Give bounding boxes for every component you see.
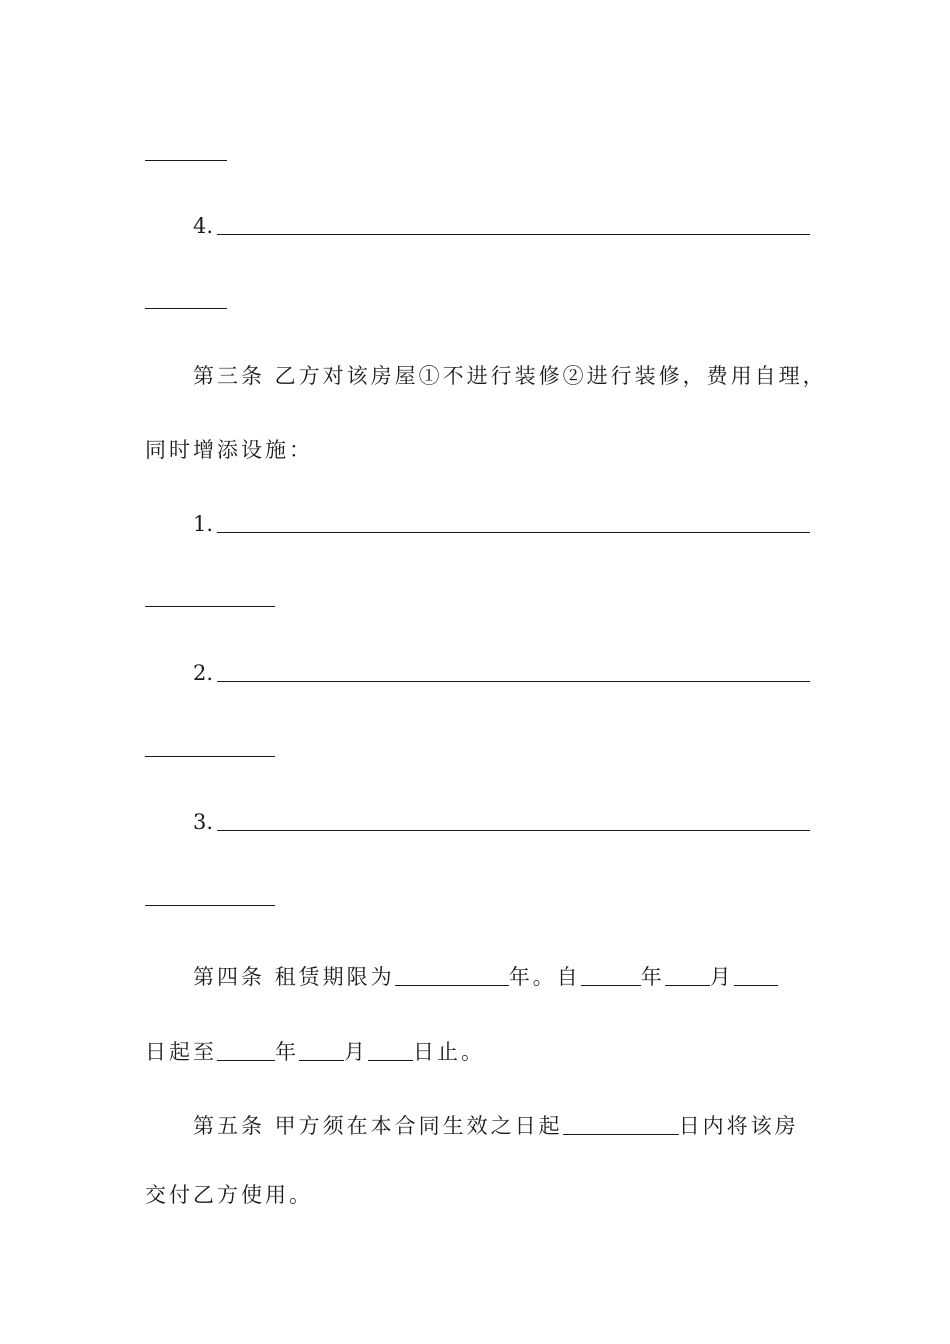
article-5-line-1 (193, 1105, 810, 1141)
fill-in-blank[interactable] (217, 210, 810, 235)
article-3-line-2: 同时增添设施： (145, 438, 313, 462)
item-number: 3. (193, 810, 214, 834)
item-number: 1. (193, 512, 214, 536)
fill-in-blank[interactable] (395, 956, 509, 986)
article-4-line-1 (193, 956, 810, 992)
item-number: 2. (193, 661, 214, 685)
article-4-text: 年 (640, 965, 665, 989)
fill-in-blank[interactable] (217, 1031, 275, 1061)
blank-rule (145, 756, 275, 757)
article-4-line-2 (145, 1031, 810, 1067)
article-4-text: 日起至 (145, 1040, 217, 1064)
fill-in-blank[interactable] (734, 956, 778, 986)
fill-in-blank[interactable] (563, 1105, 679, 1135)
article-4-text: 年。自 (508, 965, 581, 989)
list-item (193, 210, 810, 241)
list-item (193, 657, 810, 688)
article-4-text: 月 (709, 965, 734, 989)
article-4-text: 年 (275, 1040, 299, 1064)
fill-in-blank[interactable] (581, 956, 641, 986)
fill-in-blank[interactable] (217, 657, 810, 682)
fill-in-blank[interactable] (299, 1031, 344, 1061)
article-4-text: 月 (344, 1040, 368, 1064)
article-5-line-2: 交付乙方使用。 (145, 1183, 313, 1207)
fill-in-blank[interactable] (217, 508, 810, 533)
list-item (193, 508, 810, 539)
fill-in-blank[interactable] (665, 956, 710, 986)
blank-rule (145, 905, 275, 906)
blank-rule (145, 308, 227, 309)
article-3-line-1: 第三条 乙方对该房屋①不进行装修②进行装修，费用自理， (193, 364, 827, 388)
blank-rule (145, 606, 275, 607)
fill-in-blank[interactable] (368, 1031, 413, 1061)
item-number: 4. (193, 214, 214, 238)
blank-rule (145, 160, 227, 161)
fill-in-blank[interactable] (217, 806, 810, 831)
article-4-text: 日止。 (413, 1040, 485, 1064)
article-5-prefix: 第五条 甲方须在本合同生效之日起 (193, 1114, 563, 1138)
list-item (193, 806, 810, 837)
article-4-prefix: 第四条 租赁期限为 (193, 965, 395, 989)
article-5-suffix: 日内将该房 (678, 1114, 799, 1138)
